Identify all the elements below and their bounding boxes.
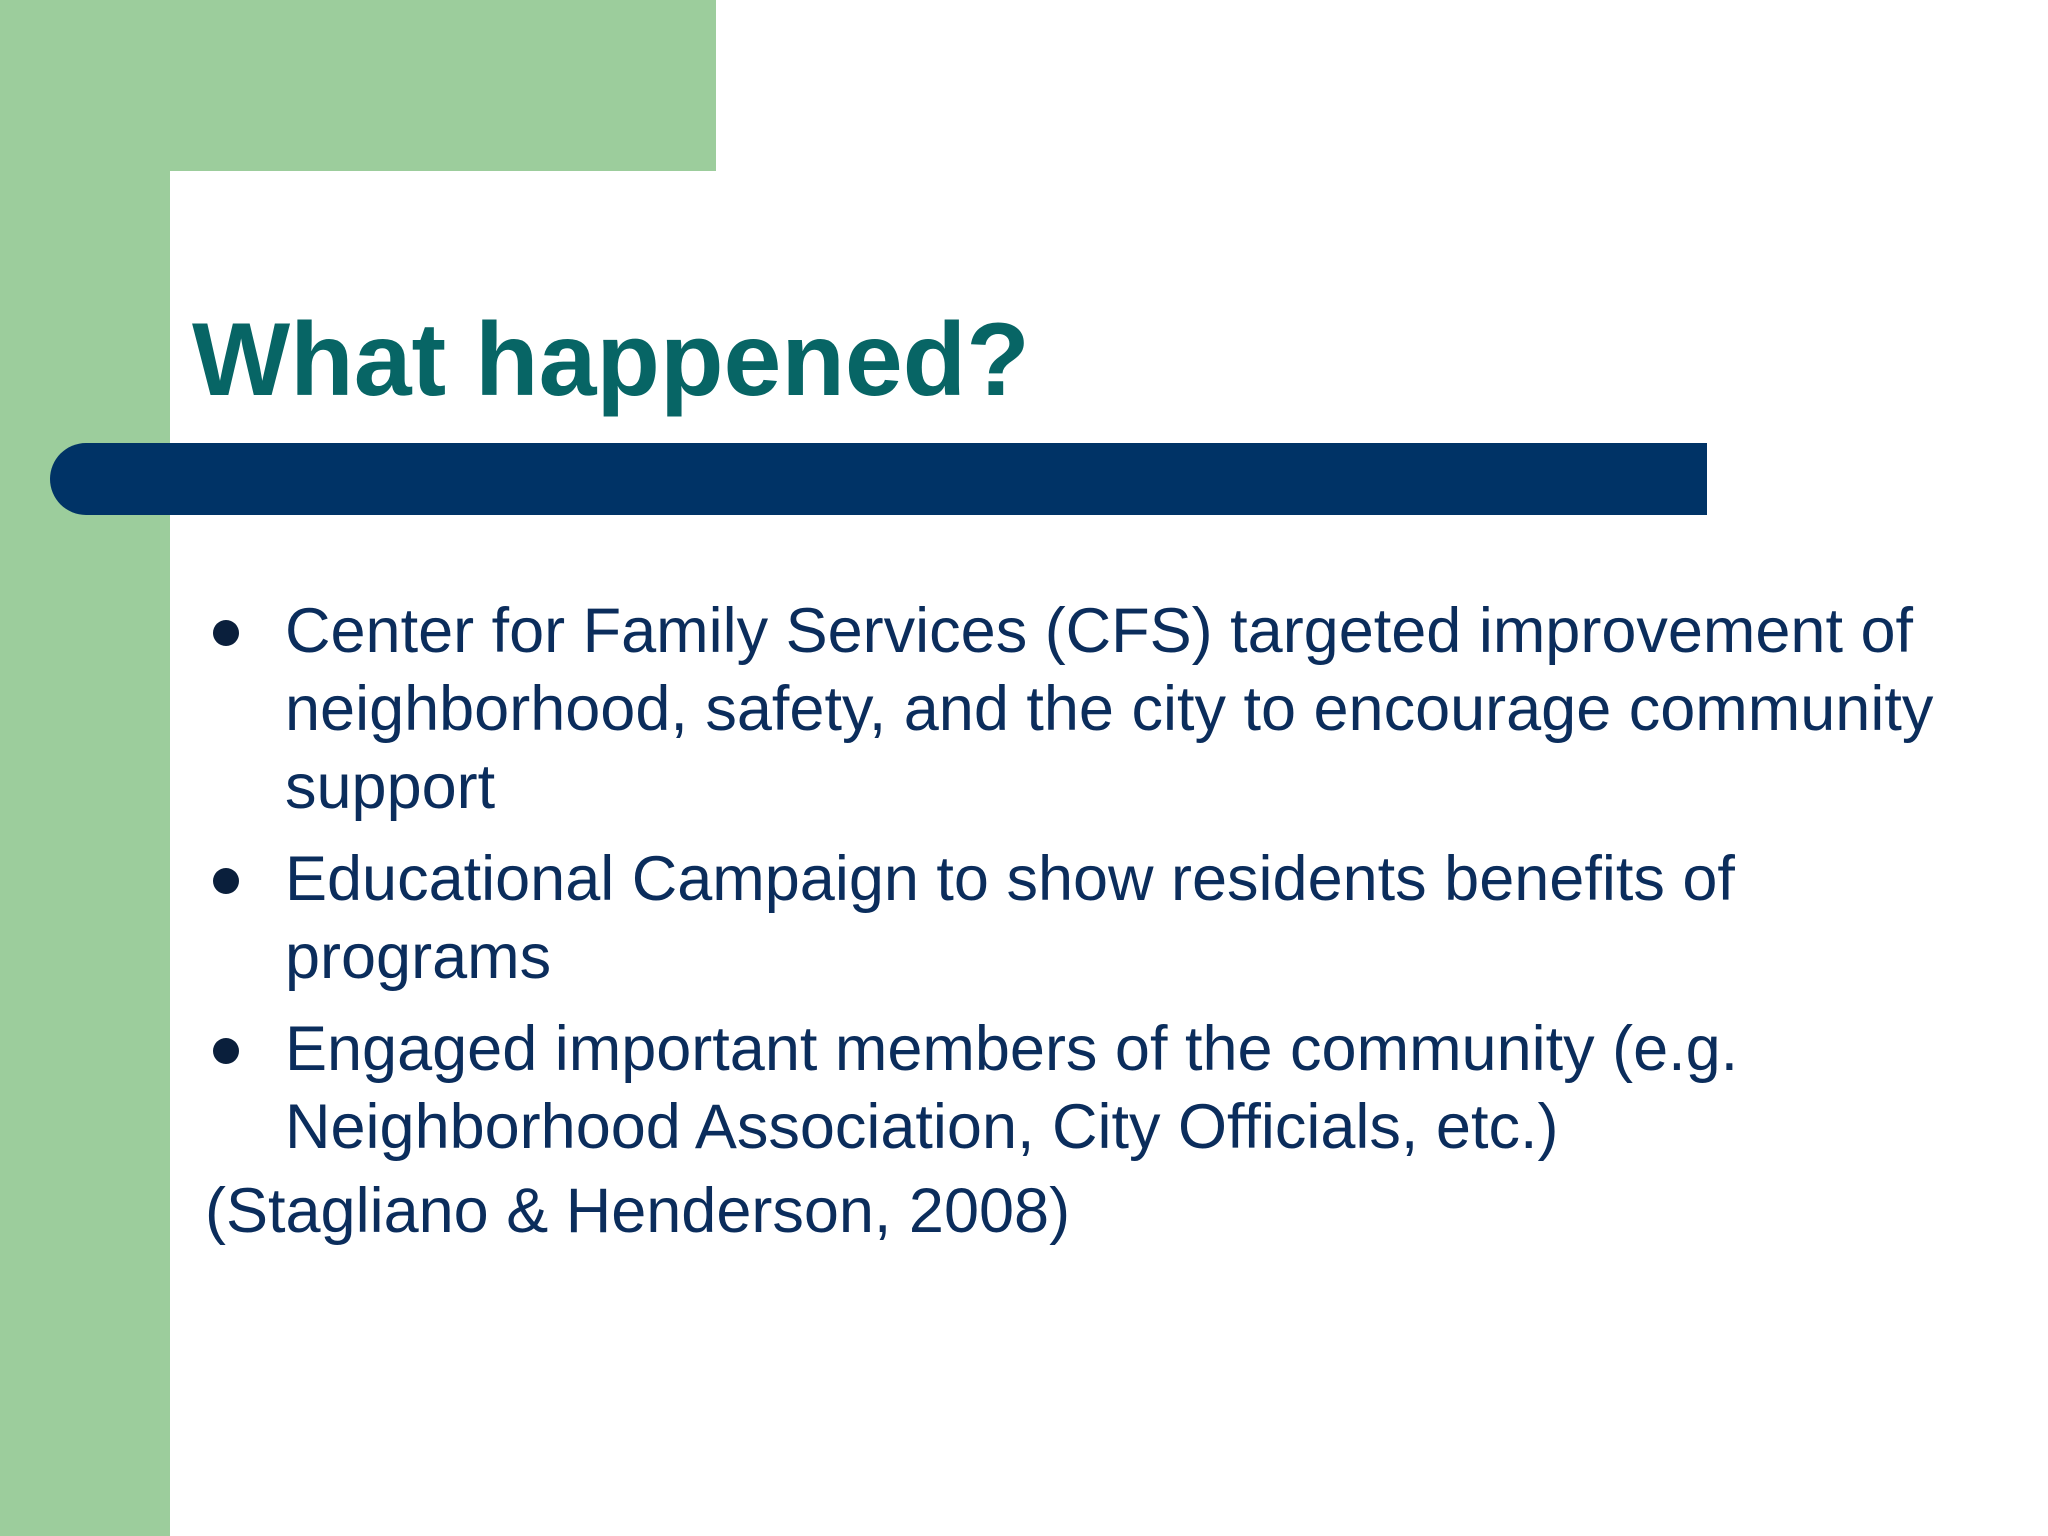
bullet-dot-icon — [213, 868, 239, 894]
green-top-block — [0, 0, 716, 171]
bullet-item — [205, 1010, 2005, 1166]
green-side-strip — [0, 0, 170, 1536]
title-underline-bar — [50, 443, 1707, 515]
bullet-list — [205, 592, 2005, 1180]
bullet-dot-icon — [213, 1038, 239, 1064]
bullet-text: Center for Family Services (CFS) targeted improvement of neighborhood, safety, and the city to encourage community support — [285, 596, 1934, 822]
citation: (Stagliano & Henderson, 2008) — [205, 1176, 1071, 1246]
bullet-item — [205, 840, 2005, 996]
bullet-text: Engaged important members of the community (e.g. Neighborhood Association, City Officials, etc.) — [285, 1014, 1739, 1162]
bullet-text: Educational Campaign to show residents benefits of programs — [285, 844, 1735, 992]
bullet-item — [205, 592, 2005, 826]
bullet-dot-icon — [213, 620, 239, 646]
slide-title: What happened? — [192, 302, 1030, 418]
